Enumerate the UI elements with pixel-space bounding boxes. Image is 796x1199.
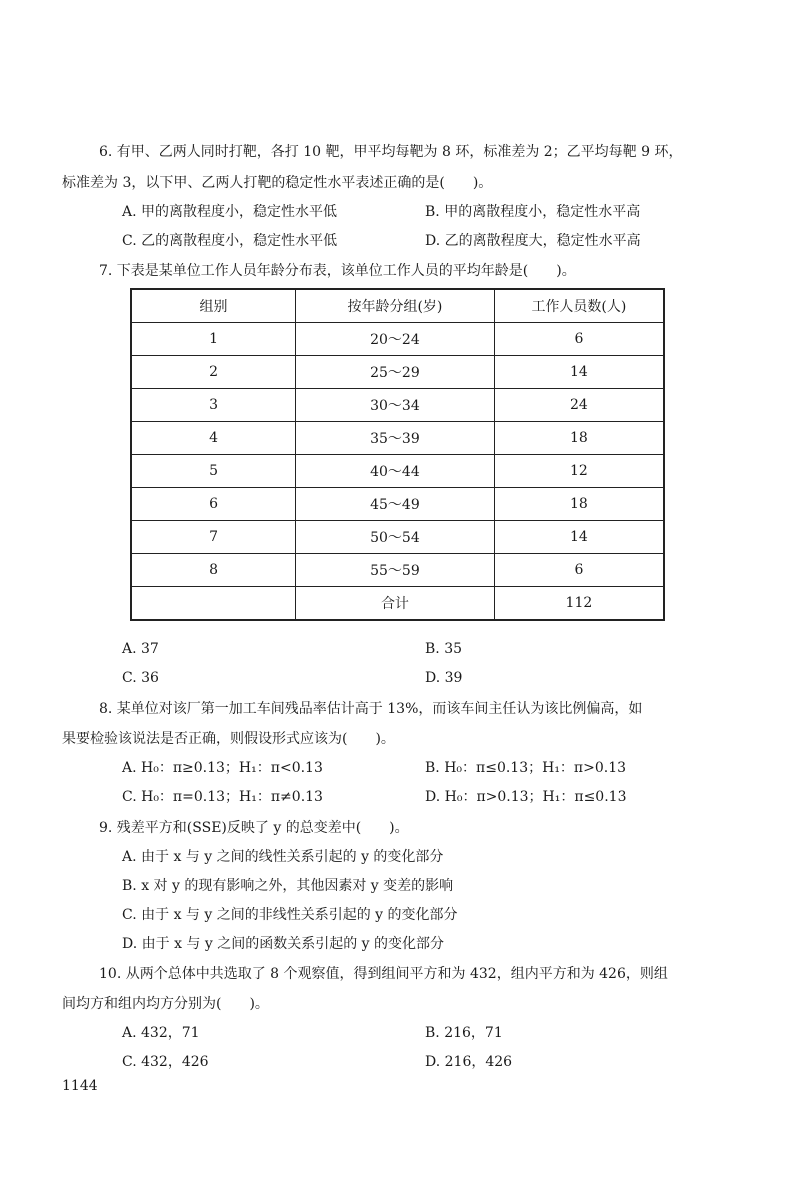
table-cell: 14 — [494, 521, 664, 554]
page-number: 1144 — [62, 1078, 98, 1094]
table-cell: 8 — [131, 554, 296, 587]
table-header-cell: 按年龄分组(岁) — [296, 289, 495, 323]
table-cell: 14 — [494, 356, 664, 389]
table-cell: 30～34 — [296, 389, 495, 422]
table-header-cell: 组别 — [131, 289, 296, 323]
table-cell: 25～29 — [296, 356, 495, 389]
table-total-row — [131, 587, 664, 621]
table-header-row — [131, 289, 664, 323]
table-cell: 35～39 — [296, 422, 495, 455]
table-cell: 合计 — [296, 587, 495, 621]
table-row — [131, 554, 664, 587]
question-7-option-a: A. 37 — [122, 641, 159, 657]
table-cell: 12 — [494, 455, 664, 488]
question-10-option-b: B. 216，71 — [425, 1025, 503, 1041]
table-row — [131, 521, 664, 554]
table-cell: 18 — [494, 422, 664, 455]
table-cell — [131, 587, 296, 621]
question-7-option-c: C. 36 — [122, 670, 159, 686]
question-6-option-a: A. 甲的离散程度小，稳定性水平低 — [122, 204, 338, 220]
question-9-option-c: C. 由于 x 与 y 之间的非线性关系引起的 y 的变化部分 — [122, 907, 458, 923]
table-cell: 6 — [494, 323, 664, 356]
question-9-line-1: 9. 残差平方和(SSE)反映了 y 的总变差中( )。 — [99, 820, 409, 836]
question-10-option-d: D. 216，426 — [425, 1054, 513, 1070]
table-cell: 6 — [494, 554, 664, 587]
table-cell: 45～49 — [296, 488, 495, 521]
question-9-option-a: A. 由于 x 与 y 之间的线性关系引起的 y 的变化部分 — [122, 849, 444, 865]
table-cell: 50～54 — [296, 521, 495, 554]
table-cell: 24 — [494, 389, 664, 422]
question-8-option-d: D. H₀：π>0.13；H₁：π≤0.13 — [425, 789, 627, 805]
table-cell: 1 — [131, 323, 296, 356]
table-header-cell: 工作人员数(人) — [494, 289, 664, 323]
table-cell: 5 — [131, 455, 296, 488]
table-cell: 3 — [131, 389, 296, 422]
question-10-line-1: 10. 从两个总体中共选取了 8 个观察值，得到组间平方和为 432，组内平方和为 426，则组 — [99, 966, 668, 982]
table-row — [131, 488, 664, 521]
question-10-line-2: 间均方和组内均方分别为( )。 — [62, 996, 269, 1012]
question-9-option-b: B. x 对 y 的现有影响之外，其他因素对 y 变差的影响 — [122, 878, 454, 894]
question-8-option-c: C. H₀：π=0.13；H₁：π≠0.13 — [122, 789, 323, 805]
table-row — [131, 323, 664, 356]
table-cell: 2 — [131, 356, 296, 389]
question-10-option-c: C. 432，426 — [122, 1054, 209, 1070]
table-row — [131, 389, 664, 422]
table-row — [131, 422, 664, 455]
question-7-option-b: B. 35 — [425, 641, 463, 657]
table-row — [131, 356, 664, 389]
table-cell: 55～59 — [296, 554, 495, 587]
question-9-option-d: D. 由于 x 与 y 之间的函数关系引起的 y 的变化部分 — [122, 936, 445, 952]
question-8-line-1: 8. 某单位对该厂第一加工车间残品率估计高于 13%，而该车间主任认为该比例偏高，如 — [99, 701, 643, 717]
table-cell: 20～24 — [296, 323, 495, 356]
table-row — [131, 455, 664, 488]
question-6-option-b: B. 甲的离散程度小，稳定性水平高 — [425, 204, 641, 220]
age-distribution-table — [130, 288, 665, 621]
table-cell: 18 — [494, 488, 664, 521]
table-cell: 112 — [494, 587, 664, 621]
question-8-line-2: 果要检验该说法是否正确，则假设形式应该为( )。 — [62, 731, 395, 747]
question-6-option-c: C. 乙的离散程度小，稳定性水平低 — [122, 233, 338, 249]
table-cell: 6 — [131, 488, 296, 521]
question-8-option-a: A. H₀：π≥0.13；H₁：π<0.13 — [122, 760, 323, 776]
question-6-line-1: 6. 有甲、乙两人同时打靶，各打 10 靶，甲平均每靶为 8 环，标准差为 2；乙平均每靶 9 环， — [99, 144, 683, 160]
question-10-option-a: A. 432，71 — [122, 1025, 200, 1041]
question-6-option-d: D. 乙的离散程度大，稳定性水平高 — [425, 233, 641, 249]
question-6-line-2: 标准差为 3，以下甲、乙两人打靶的稳定性水平表述正确的是( )。 — [62, 175, 493, 191]
question-7-line-1: 7. 下表是某单位工作人员年龄分布表，该单位工作人员的平均年龄是( )。 — [99, 263, 576, 279]
question-8-option-b: B. H₀：π≤0.13；H₁：π>0.13 — [425, 760, 627, 776]
table-cell: 4 — [131, 422, 296, 455]
table-cell: 7 — [131, 521, 296, 554]
question-7-option-d: D. 39 — [425, 670, 463, 686]
table-cell: 40～44 — [296, 455, 495, 488]
